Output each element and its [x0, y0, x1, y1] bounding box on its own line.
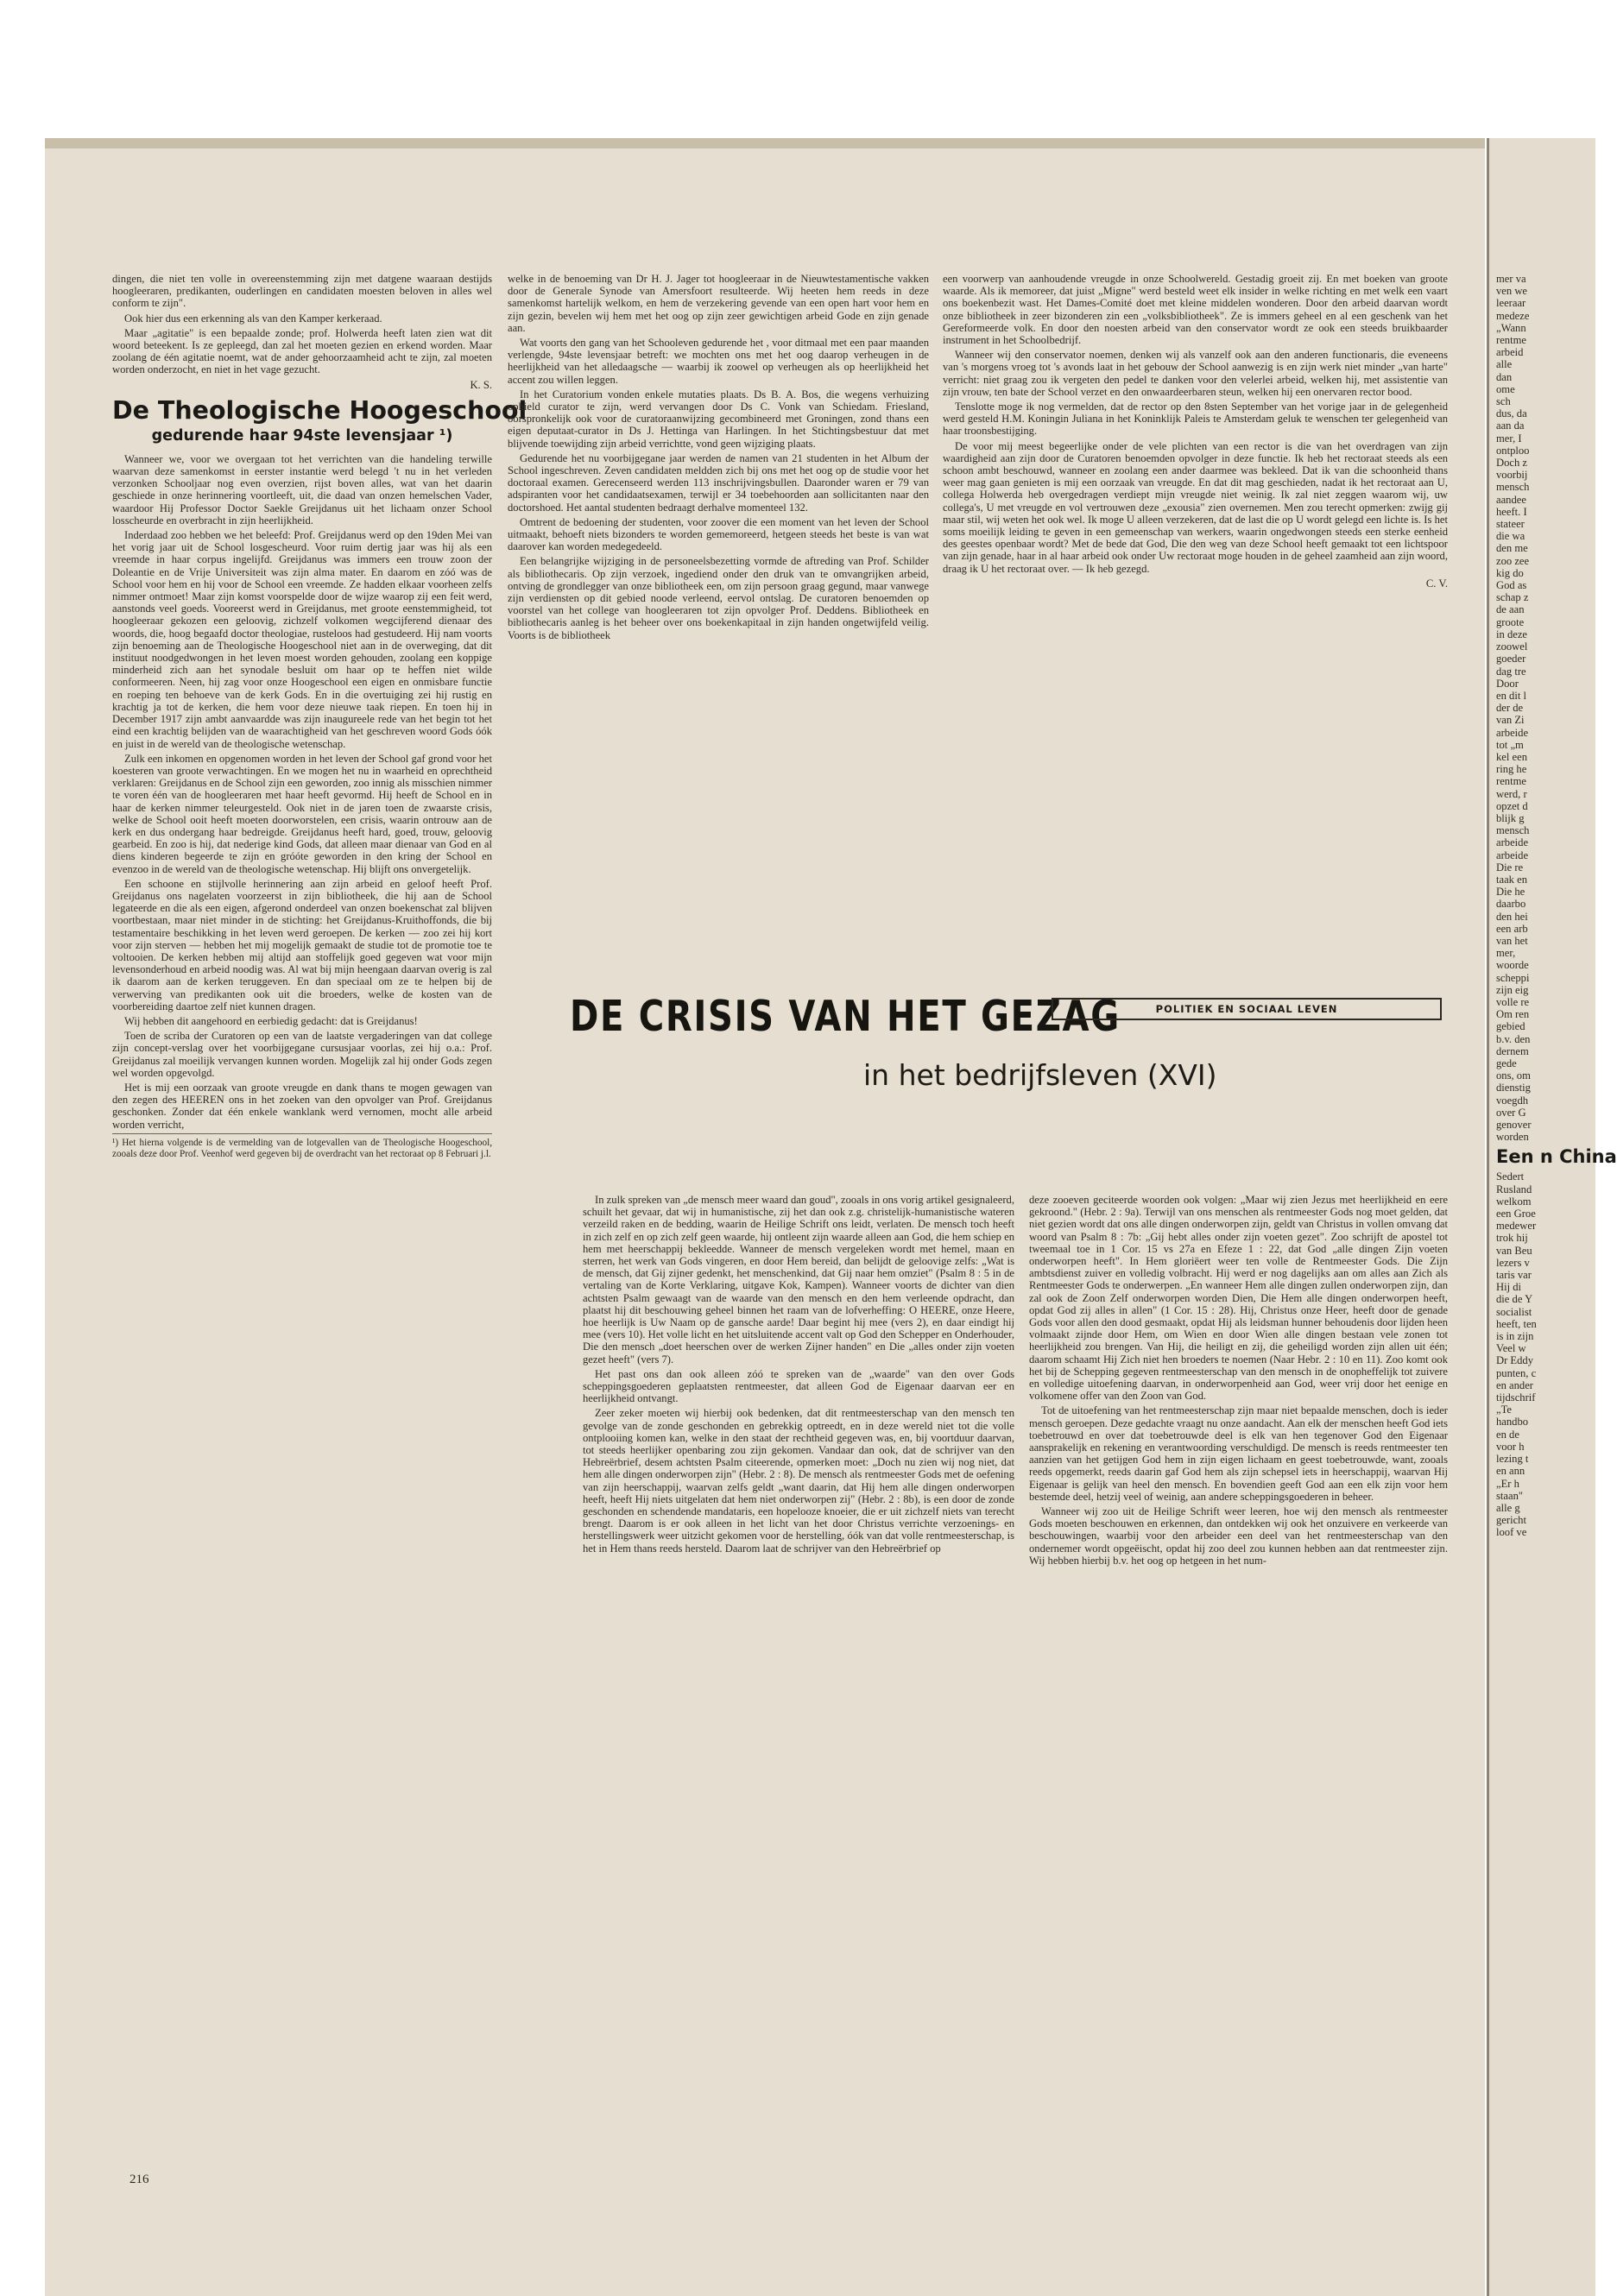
facing-page-line: alle g — [1496, 1501, 1520, 1514]
facing-page-line: die de Y — [1496, 1293, 1533, 1306]
facing-page-line: woorde — [1496, 959, 1529, 972]
paragraph: Toen de scriba der Curatoren op een van de laatste vergaderingen van dat college zijn concept-verslag over het voorbijgegane cursusjaar voorlas, zei hij o.a.: Prof. Greijdanus zal moeilijk vervangen kunnen worden. Mogelijk zal hij onder Gods zegen wel worden opgevolgd. — [112, 1030, 492, 1079]
column-3 — [943, 273, 1448, 955]
footnote: ¹) Het hierna volgende is de vermelding van de lotgevallen van de Theologische Hoogeschool, zooals deze door Prof. Veenhof werd gegeven bij de overdracht van het rectoraat op 8 Februari j.l. — [112, 1133, 492, 1160]
column-1 — [112, 273, 527, 2205]
facing-page-line: in deze — [1496, 628, 1528, 640]
facing-page-line: „Te — [1496, 1403, 1512, 1416]
facing-page-line: ons, om — [1496, 1069, 1531, 1082]
facing-page-line: dan — [1496, 370, 1513, 383]
facing-page-line: welkom — [1496, 1195, 1532, 1208]
crisis-headline: DE CRISIS VAN HET GEZAG — [570, 992, 1121, 1041]
facing-page-line: Die he — [1496, 886, 1525, 899]
paragraph: In het Curatorium vonden enkele mutaties plaats. Ds B. A. Bos, die wegens verhuizing ophield curator te zijn, werd vervangen door Ds C. Vonk van Schiedam. Friesland, oorspronkelijk ook voor de curatoraanwijzing gecombineerd met Groningen, zond thans een eigen deputaat-curator in Ds J. Hettinga van Harlingen. In het Stichtingsbestuur dat met blijvende toewijding zijn arbeid verrichtte, vond geen wijziging plaats. — [508, 388, 929, 450]
facing-page-line: loof ve — [1496, 1526, 1527, 1539]
facing-page-line: is in zijn — [1496, 1330, 1534, 1343]
paragraph: Ook hier dus een erkenning als van den Kamper kerkeraad. — [124, 312, 382, 325]
facing-page-line: voegdh — [1496, 1094, 1529, 1107]
facing-page-line: punten, c — [1496, 1366, 1537, 1379]
facing-page-line: stateer — [1496, 518, 1525, 531]
facing-page-line: goeder — [1496, 653, 1526, 665]
facing-page-line: handbo — [1496, 1416, 1529, 1429]
facing-page-line: taris var — [1496, 1269, 1532, 1282]
article-body — [112, 453, 492, 1131]
paragraph: Tenslotte moge ik nog vermelden, dat de rector op den 8sten September van het vorige jaar in de gelegenheid werd gesteld H.M. Koningin Juliana in het Koninklijk Paleis te Amsterdam geluk te wenschen ter gelegenheid van haar troonsbestijging. — [943, 401, 1448, 438]
facing-page-line: medewer — [1496, 1220, 1537, 1233]
facing-page-line: rentme — [1496, 775, 1526, 788]
facing-page-line: mensch — [1496, 824, 1530, 837]
paragraph: Gedurende het nu voorbijgegane jaar werden de namen van 21 studenten in het Album der School ingeschreven. Zeven candidaten meldden zich bij ons met het oog op de studie voor het doctoraal examen. Gerecenseerd werden 113 inschrijvingsbullen. Daaronder waren er 79 van adspiranten voor het candidaatsexamen, terwijl er 34 toebehoorden aan sollicitanten naar den doctorshoed. Het aantal studenten bedraagt derhalve momenteel 132. — [508, 451, 929, 514]
facing-page-line: zoowel — [1496, 640, 1528, 653]
facing-page-line: gericht — [1496, 1514, 1526, 1527]
facing-page-line: ome — [1496, 382, 1515, 395]
previous-article-end — [112, 273, 492, 376]
facing-page-line: groote — [1496, 615, 1525, 628]
paragraph: Zulk een inkomen en opgenomen worden in het leven der School gaf grond voor het koesteren van groote verwachtingen. En we mogen het nu in waarheid en oprechtheid verklaren: Greijdanus en de School zijn een geworden, zoo innig als misschien nimmer te voren één van de hoogleeraren met haar heeft gevormd. Hij heeft de School en in haar de kerken nimmer teleurgesteld. Ook niet in de jaren toen de zwaarste crisis, welke de School ooit heeft moeten doorworstelen, een crisis, waarin ontrouw aan de kerk en dus ondergang haar bedreigde. Greijdanus heeft hard, goed, trouw, geloovig gearbeid. En zoo is hij, dat nederige kind Gods, dat alleen maar dienaar van God en al diens kinderen begeerde te zijn en gróóte geworden in den kring der School en evenzoo in de wereld van de theologische wetenschap. Hij blijft ons onvergetelijk. — [112, 752, 492, 875]
column-2 — [508, 273, 929, 955]
facing-page-line: en dit l — [1496, 689, 1526, 702]
facing-page-line: rentme — [1496, 334, 1526, 347]
facing-page-line: staan" — [1496, 1489, 1524, 1502]
facing-page-line: lezers v — [1496, 1256, 1530, 1269]
facing-page-line: arbeide — [1496, 848, 1529, 861]
facing-page-line: volle re — [1496, 995, 1530, 1008]
facing-page-line: Die re — [1496, 861, 1524, 874]
facing-page-line: zoo zee — [1496, 554, 1530, 567]
facing-page-line: taak en — [1496, 873, 1528, 886]
facing-page-line: den me — [1496, 542, 1528, 555]
facing-page-line: God as — [1496, 579, 1527, 592]
facing-page-line: daarbo — [1496, 898, 1526, 911]
facing-page-line: medeze — [1496, 309, 1530, 322]
facing-page-line: werd, r — [1496, 787, 1527, 800]
paragraph: deze zooeven geciteerde woorden ook volgen: „Maar wij zien Jezus met heerlijkheid en eere gekroond." (Hebr. 2 : 9a). Terwijl van ons menschen als rentmeester Gods nog moet gelden, dat niet gezien wordt dat ons alle dingen onderworpen zijn, geldt van Christus in vollen omvang dat woord van Psalm 8 : 7b: „Gij hebt alles onder zijn voeten gezet". Zoo schrijft de apostel tot tweemaal toe in 1 Cor. 15 vs 27a en Efeze 1 : 22, dat God „alle dingen Zijn voeten onderworpen heeft". In Hem gloriëert weer ten volle de Rentmeester Gods. Die Zijn ambtsdienst zuiver en volledig volbracht. Hij werd er nog dagelijks aan om alles aan Zich als Rentmeester Gods te onderwerpen. „En wanneer Hem alle dingen zullen onderworpen zijn, dan zal ook de Zoon Zelf onderworpen worden Dien, Die Hem alle dingen onderworpen heeft, opdat God zij alles in allen" (1 Cor. 15 : 28). Hij, Christus onze Heer, heeft door de genade Gods voor allen den dood gesmaakt, opdat Hij als leidsman hunner behoudenis door lijden heen volmaakt zijnde door Hem, om Wien en door Wien alle dingen bestaan vele zonen tot heerlijkheid zou brengen. Van Hij, die heiligt en zij, die geheiligd worden zijn allen uit één; daarom schaamt Hij Zich niet hen broeders te noemen (Naar Hebr. 2 : 10 en 11). Zoo komt ook het bij de Schepping gegeven rentmeesterschap van den mensch in de onopheffelijk tot zuivere en volledige uitoefening daarvan, in onderworpenheid aan God, weer vrij door het eenige en volkomene offer van den Zoon van God. — [1029, 1194, 1448, 1403]
article-title: De Theologische Hoogeschool — [112, 395, 527, 425]
facing-page-line: tot „m — [1496, 738, 1524, 751]
facing-page-line: blijk g — [1496, 811, 1525, 824]
facing-page-line: socialist — [1496, 1305, 1532, 1318]
facing-page-line: van het — [1496, 934, 1528, 947]
page-number: 216 — [129, 2173, 149, 2186]
facing-page-line: voor h — [1496, 1440, 1525, 1453]
paragraph: Zeer zeker moeten wij hierbij ook bedenken, dat dit rentmeesterschap van den mensch ten gevolge van de zonde geschonden en gebrekkig optreedt, en in deze wereld niet tot die volle ontplooiing komen kan, welke in den staat der rechtheid gegeven was, en, bij voortduur daarvan, tot steeds heerlijker openbaring zou zijn gekomen. Vandaar dan ook, dat de schrijver van den Hebreërbrief, desem achtsten Psalm citeerende, opmerken moet: „Doch nu zien wij nog niet, dat hem alle dingen onderworpen zijn" (Hebr. 2 : 8). De mensch als rentmeester Gods met de oefening van zijn heerschappij, waarvan zelfs geldt „want daarin, dat Hij hem alle dingen onderworpen heeft, heeft Hij niets uitgelaten dat hem niet onderworpen zij" (Hebr. 2 : 8b), is een door de zonde geschonden en schendende mandataris, een hopelooze knoeier, die er uit zichzelf niets van terecht brengt. Daarom is er ook alleen in het licht van het door Christus verrichte verzoenings- en herstellingswerk weer uitzicht gekomen voor de herstelling, óók van dat volle rentmeesterschap, is het in Hem thans reeds hersteld. Daarom laat de schrijver van den Hebreërbrief op — [583, 1407, 1014, 1555]
paragraph: Wij hebben dit aangehoord en eerbiedig gedacht: dat is Greijdanus! — [124, 1014, 418, 1027]
facing-page-line: arbeide — [1496, 836, 1529, 849]
facing-page-line: der de — [1496, 702, 1524, 715]
facing-page-line: heeft, ten — [1496, 1317, 1537, 1330]
facing-page-line: „Er h — [1496, 1477, 1519, 1490]
crisis-subheadline: in het bedrijfsleven (XVI) — [863, 1058, 1217, 1092]
paragraph: Inderdaad zoo hebben we het beleefd: Prof. Greijdanus werd op den 19den Mei van het vorig jaar uit de School losgescheurd. Voor ruim dertig jaar was hij als een vreemde in haar corpus ingelijfd. Greijdanus was immers een trouw zoon der Doleantie en de Vrije Universiteit was zijn alma mater. En daarom en zóó was de School voor hem en hij voor de School een vreemde. Ze hadden elkaar voorheen zelfs nimmer ontmoet! Maar zijn komst voorspelde door de wijze waarop zij een feit werd, aanstonds veel goeds. Vooreerst werd in Greijdanus, met groote eenstemmigheid, tot hoogleeraar gekozen een geloovig, zichzelf volkomen wegcijferend dienaar des woords, die, hoog begaafd doctor theologiae, rusteloos had gestudeerd. Hij nam voorts zijn benoeming aan de Theologische Hoogeschool niet aan in de overweging, dat dit instituut noodgedwongen in het leven moest worden gehouden, zoolang een koppige minderheid zich aan het synodale besluit om haar op te heffen niet wilde conformeeren. Neen, hij zag voor onze Hoogeschool een eigen en onmisbare functie en roeping ten behoeve van de kerk Gods. En in die overtuiging zei hij rustig en krachtig ja tot de kerken, die hem voor deze nieuwe taak riepen. En toen hij in December 1917 zijn ambt aanvaardde was zijn inaugureele rede van het begin tot het eind een krachtig belijden van de waarachtigheid van het geschreven woord Gods óók en juist in de wereld van de theologische wetenschap. — [112, 529, 492, 750]
facing-page-line: arbeide — [1496, 726, 1529, 739]
facing-page-line: sch — [1496, 395, 1511, 408]
facing-page-line: Hij di — [1496, 1281, 1522, 1294]
facing-page-line: mer va — [1496, 273, 1526, 285]
facing-page-line: alle — [1496, 358, 1513, 371]
facing-page-line: leeraar — [1496, 297, 1526, 310]
facing-page-line: van Beu — [1496, 1244, 1532, 1257]
facing-page-line: b.v. den — [1496, 1032, 1531, 1045]
facing-page-line: ontploo — [1496, 444, 1530, 457]
facing-page-line: trok hij — [1496, 1232, 1528, 1245]
article-subtitle: gedurende haar 94ste levensjaar ¹) — [151, 426, 453, 445]
article-signature: C. V. — [1425, 577, 1448, 590]
paragraph: Wanneer wij zoo uit de Heilige Schrift weer leeren, hoe wij den mensch als rentmeester Gods moeten beschouwen en erkennen, dan ontdekken wij ook het onzuivere en verkeerde van beschouwingen, waarbij voor den arbeider een deel van het rentmeesterschap van den ondernemer wordt opgeëischt, opdat hij zoo deel zou kunnen hebben aan dat rentmeester zijn. Wij hebben hierbij b.v. het oog op hetgeen in het num- — [1029, 1505, 1448, 1567]
facing-page-line: en de — [1496, 1428, 1519, 1441]
facing-page-line: gebied — [1496, 1020, 1525, 1033]
paragraph: Maar „agitatie" is een bepaalde zonde; prof. Holwerda heeft laten zien wat dit woord beteekent. Is ze gepleegd, dan zal het moeten gezien en erkend worden. Maar zoolang de één agitatie noemt, wat de ander gehoorzaamheid acht te zijn, zal moeten worden onderzocht, en niet in het vage gezucht. — [112, 326, 492, 376]
facing-page-line: Doch z — [1496, 457, 1528, 470]
facing-page-line: Door — [1496, 677, 1519, 690]
facing-page-line: dag tre — [1496, 665, 1526, 678]
column-3-body — [943, 273, 1448, 575]
facing-page-line: gede — [1496, 1057, 1517, 1069]
facing-page-column — [1496, 273, 1617, 2205]
facing-page-line: dernem — [1496, 1044, 1529, 1057]
column-2-lower — [583, 1194, 1014, 2205]
facing-page-line: ring he — [1496, 763, 1527, 776]
facing-page-line: den hei — [1496, 910, 1528, 923]
facing-page-line: voorbij — [1496, 469, 1528, 482]
facing-page-line: over G — [1496, 1106, 1526, 1119]
paragraph: Het is mij een oorzaak van groote vreugde en dank thans te mogen gewagen van den zegen des HEEREN ons in het zoeken van den opvolger van Prof. Greijdanus geschonken. Zonder dat één enkele wanklank werd vernomen, mocht alle arbeid worden verricht, — [112, 1081, 492, 1131]
paragraph: Omtrent de bedoening der studenten, voor zoover die een moment van het leven der School uitmaakt, behoeft niets bizonders te worden gememoreerd, hetgeen steeds het beste is van wat daarover kan worden medegedeeld. — [508, 515, 929, 553]
facing-page-line: zijn eig — [1496, 983, 1529, 996]
facing-page-line: dus, da — [1496, 407, 1527, 420]
paragraph: Het past ons dan ook alleen zóó te spreken van de „waarde" van den over Gods scheppingsgoederen geplaatsten rentmeester, dat alleen God de Eigenaar daarvan eer en heerlijkheid ontvangt. — [583, 1367, 1014, 1405]
facing-page-line: lezing t — [1496, 1453, 1529, 1466]
paragraph: een voorwerp van aanhoudende vreugde in onze Schoolwereld. Gestadig groeit zij. En met boeken van groote waarde. Als ik memoreer, dat juist „Migne" werd besteld weet elk insider in welke richting en met welk een vaart ons boekenbezit wast. Het Dames-Comité doet met kleine middelen wonderen. Door den arbeid daarvan wordt onze bibliotheek in zeer bizonderen zin een „volksbibliotheek". Ze is immers geheel en al een geschenk van het Gereformeerde volk. En door den noesten arbeid van den conservator wordt ze ook een steeds bruikbaarder instrument in het Schoolbedrijf. — [943, 273, 1448, 347]
facing-page-line: scheppi — [1496, 971, 1530, 984]
section-rubric-box: POLITIEK EN SOCIAAL LEVEN — [1052, 998, 1442, 1020]
facing-page-line: Veel w — [1496, 1342, 1526, 1355]
paragraph: De voor mij meest begeerlijke onder de vele plichten van een rector is die van het overdragen van zijn waardigheid aan zijn door de Curatoren benoemden opvolger in deze functie. Ik heb het rectoraat steeds als een schoon ambt beschouwd, wanneer en zoolang een ander daarmee was bekleed. Dat ik van die schoonheid thans weer mag gaan genieten is mij een oorzaak van vreugde. En dat dit mag geschieden, nadat ik het rectoraat aan U, collega Holwerda heb overgedragen verdiept mijn vreugde niet weinig. Ik zal niet zeggen waarom wij, uw collega's, U met vreugde en vol vertrouwen deze „exousia" zien overnemen. Men zou terecht opmerken: zwijg gij maar stil, wij weten het ook wel. Ik moge U alleen verzekeren, dat de last die op U wordt gelegd een lichte is. Is het soms moeilijk leiding te geven in een gemeenschap van werkers, waarin ongedwongen steeds een sterke eenheid des geestes openbaar wordt? Met de bede dat God, Die den weg van deze School heeft gemaakt tot een lichtspoor van zijn genade, haar in al haar arbeid ook onder Uw rectoraat moge houden in de geheel zaamheid aan zijn woord, draag ik U het rectoraat over. — Ik heb gezegd. — [943, 439, 1448, 575]
paragraph: Wat voorts den gang van het Schooleven gedurende het , voor ditmaal met een paar maanden verlengde, 94ste levensjaar betreft: we mochten ons met het oog daarop verheugen in de heerlijkheid van het alledaagsche — waarbij ik zoowel op verheugen als op heerlijkheid het accent zou willen leggen. — [508, 337, 929, 386]
facing-page-line: kig do — [1496, 566, 1524, 579]
facing-page-line: mer, — [1496, 947, 1516, 960]
facing-page-line: mensch — [1496, 481, 1530, 494]
facing-page-line: en ander — [1496, 1378, 1534, 1391]
facing-page-line: een arb — [1496, 922, 1528, 935]
facing-page-line: een Groe — [1496, 1208, 1536, 1221]
facing-page-line: schap z — [1496, 591, 1529, 604]
paragraph: Een schoone en stijlvolle herinnering aan zijn arbeid en geloof heeft Prof. Greijdanus ons nagelaten voorzeerst in zijn bibliotheek, die hij aan de School legateerde en die als een eigen, afgerond onderdeel van onzen boekenschat zal blijven voortbestaan, maar niet minder in de stichting: het Greijdanus-Kruithoffonds, die bij testamentaire beschikking in het leven werd geroepen. De kerken — zoo zei hij kort voor zijn sterven — hebben het mij mogelijk gemaakt de studie tot de promotie toe te voltooien. De kerken hebben mij altijd aan stoffelijk goed gegeven wat voor mijn levensonderhoud en arbeid noodig was. Al wat bij mijn heengaan daarvan overig is zal ik daarom aan de kerken teruggeven. En dan speciaal om ze te helpen bij de verwerving van predikanten ook uit die broeders, welke de kosten van de voorbereiding daartoe zelf niet kunnen dragen. — [112, 877, 492, 1012]
facing-page-line: mer, I — [1496, 432, 1522, 445]
page-top-edge — [45, 138, 1485, 148]
facing-page-line: Rusland — [1496, 1183, 1532, 1195]
facing-page-line: „Wann — [1496, 321, 1526, 334]
paragraph: welke in de benoeming van Dr H. J. Jager tot hoogleeraar in de Nieuwtestamentische vakken door de Generale Synode van Amersfoort resulteerde. Wij heeten hem reeds in deze samenkomst hartelijk welkom, en hem de verzekering gevende van een open hart voor hem en zijn gezin, bevelen wij hem met het oog op zijn zeer gewichtigen arbeid Gode en zijn genade aan. — [508, 273, 929, 334]
paragraph: Een belangrijke wijziging in de personeelsbezetting vormde de aftreding van Prof. Schilder als bibliothecaris. Op zijn verzoek, ingediend onder den druk van te omvangrijken arbeid, ontving de grondlegger van onze bibliotheek een, om zijn persoon graag gegund, maar vanwege zijn verdiensten op dit gebied noode verleend, eervol ontslag. De curatoren benoemden op voorstel van het college van hoogleeraren tot zijn opvolger Prof. Deddens. Bibliotheek en bibliothecaris aanleg is het beheer over ons boekenkapitaal in zijn handen ongetwijfeld veilig. Voorts is de bibliotheek — [508, 555, 929, 641]
column-3-lower — [1029, 1194, 1448, 2205]
facing-page-line: Dr Eddy — [1496, 1354, 1534, 1367]
paragraph: dingen, die niet ten volle in overeenstemming zijn met datgene waaraan destijds hoogleeraren, predikanten, ouderlingen en candidaten moesten beloven in alles wel conform te zijn". — [112, 273, 492, 310]
facing-page-line: arbeid — [1496, 346, 1524, 359]
facing-page-line: heeft. I — [1496, 505, 1527, 518]
facing-page-line: aan da — [1496, 419, 1525, 432]
paragraph: Tot de uitoefening van het rentmeesterschap zijn maar niet bepaalde menschen, doch is ieder mensch geroepen. Deze gedachte vraagt nu onze aandacht. Aan elk der menschen heeft God iets toebetrouwd en over dat toebetrouwde deel is elk van hen tegenover God den Eigenaar aansprakelijk en rekening en verantwoording verschuldigd. De mensch is reeds rentmeester ten aanzien van het getijgen God hem in zijn eigen lichaam en geest toebetrouwde, want, zooals reeds opgemerkt, reeds daarin gaf God hem als zijn schepsel iets in heerschappij, waarvan Hij Eigenaar is gelijk van heel den mensch. En bovendien geeft God aan een elk zijn voor hem bestemde deel, hetzij veel of weinig, aan andere scheppingsgoederen in beheer. — [1029, 1404, 1448, 1503]
facing-page-line: de aan — [1496, 603, 1525, 616]
facing-page-line: van Zi — [1496, 714, 1525, 727]
facing-page-line: kel een — [1496, 750, 1528, 763]
facing-page-line: ven we — [1496, 285, 1528, 298]
facing-page-line: opzet d — [1496, 799, 1528, 812]
paragraph: Wanneer we, voor we overgaan tot het verrichten van die handeling terwille waarvan deze samenkomst in eerster instantie werd belegd 't nu in het verleden verzonken Schooljaar nog even overzien, rijst boven alles, wat van het daarin geschiede in onze herinnering voortleeft, uit, die daad van onzen hemelschen Vader, waardoor Hij Professor Doctor Saekle Greijdanus uit het lichaam onzer School losscheurde en overbracht in zijn heerlijkheid. — [112, 452, 492, 527]
facing-page-line: worden — [1496, 1131, 1529, 1144]
facing-page-text-top — [1496, 273, 1593, 1143]
facing-page-line: dienstig — [1496, 1082, 1531, 1094]
facing-page-line: en ann — [1496, 1465, 1525, 1478]
facing-page-line: aandee — [1496, 493, 1526, 506]
facing-page-headline: Een n China — [1496, 1146, 1617, 1168]
paragraph: In zulk spreken van „de mensch meer waard dan goud", zooals in ons vorig artikel gesignaleerd, schuilt het gevaar, dat wij in humanistische, zij het dan ook z.g. christelijk-humanistische wateren verzeild raken en de bedding, waarin de Heilige Schrift ons leidt, verlaten. De mensch toch heeft in zich zelf en op zich zelf geen waarde, hij ontleent zijn waarde alleen aan God, die hem schiep en hem met heerschappij bekleedde. Wanneer de mensch vergeleken wordt met hemel, maan en sterren, het werk van Gods vingeren, en door Hem bereid, dan belijdt de geloovige zelfs: „Wat is de mensch, dat Gij zijner gedenkt, het menschenkind, dat Gij naar hem omziet" (Psalm 8 : 5 in de vertaling van de Korte Verklaring, uitgave Kok, Kampen). Wanneer voorts de dichter van dien achtsten Psalm gewaagt van de waarde van den mensch en den hem verleende opdracht, dan plaatst hij dit beschouwing geheel binnen het raam van de lofverheffing: O HEERE, onze Heere, hoe heerlijk is Uw Naam op de gansche aarde! Daar begint hij mee (vers 2), en daar eindigt hij mee (vers 10). Het volle licht en het uitsluitende accent valt op God den Schepper en Onderhouder, Die den mensch „doet heerschen over de werken Zijner handen" en Die „alles onder zijn voeten gezet heeft" (vers 7). — [583, 1194, 1014, 1366]
previous-article-signature: K. S. — [470, 378, 492, 391]
facing-page-line: die wa — [1496, 530, 1525, 543]
facing-page-line: Om ren — [1496, 1008, 1530, 1021]
facing-page-line: tijdschrif — [1496, 1391, 1536, 1404]
facing-page-text-bottom — [1496, 1170, 1593, 1538]
paragraph: Wanneer wij den conservator noemen, denken wij als vanzelf ook aan den anderen functionaris, die eveneens van 's morgens vroeg tot 's avonds laat in het gebouw der School aanwezig is en zijn werk niet minder „van harte" verricht: niet graag zou ik vergeten den pedel te danken voor den velerlei arbeid, welken hij, met assistentie van zijn vrouw, ten bate der School verzet en den onwaardeerbaren steun, welken hij een onervaren rector bood. — [943, 349, 1448, 398]
facing-page-line: Sedert — [1496, 1170, 1525, 1183]
facing-page-line: genover — [1496, 1119, 1532, 1132]
